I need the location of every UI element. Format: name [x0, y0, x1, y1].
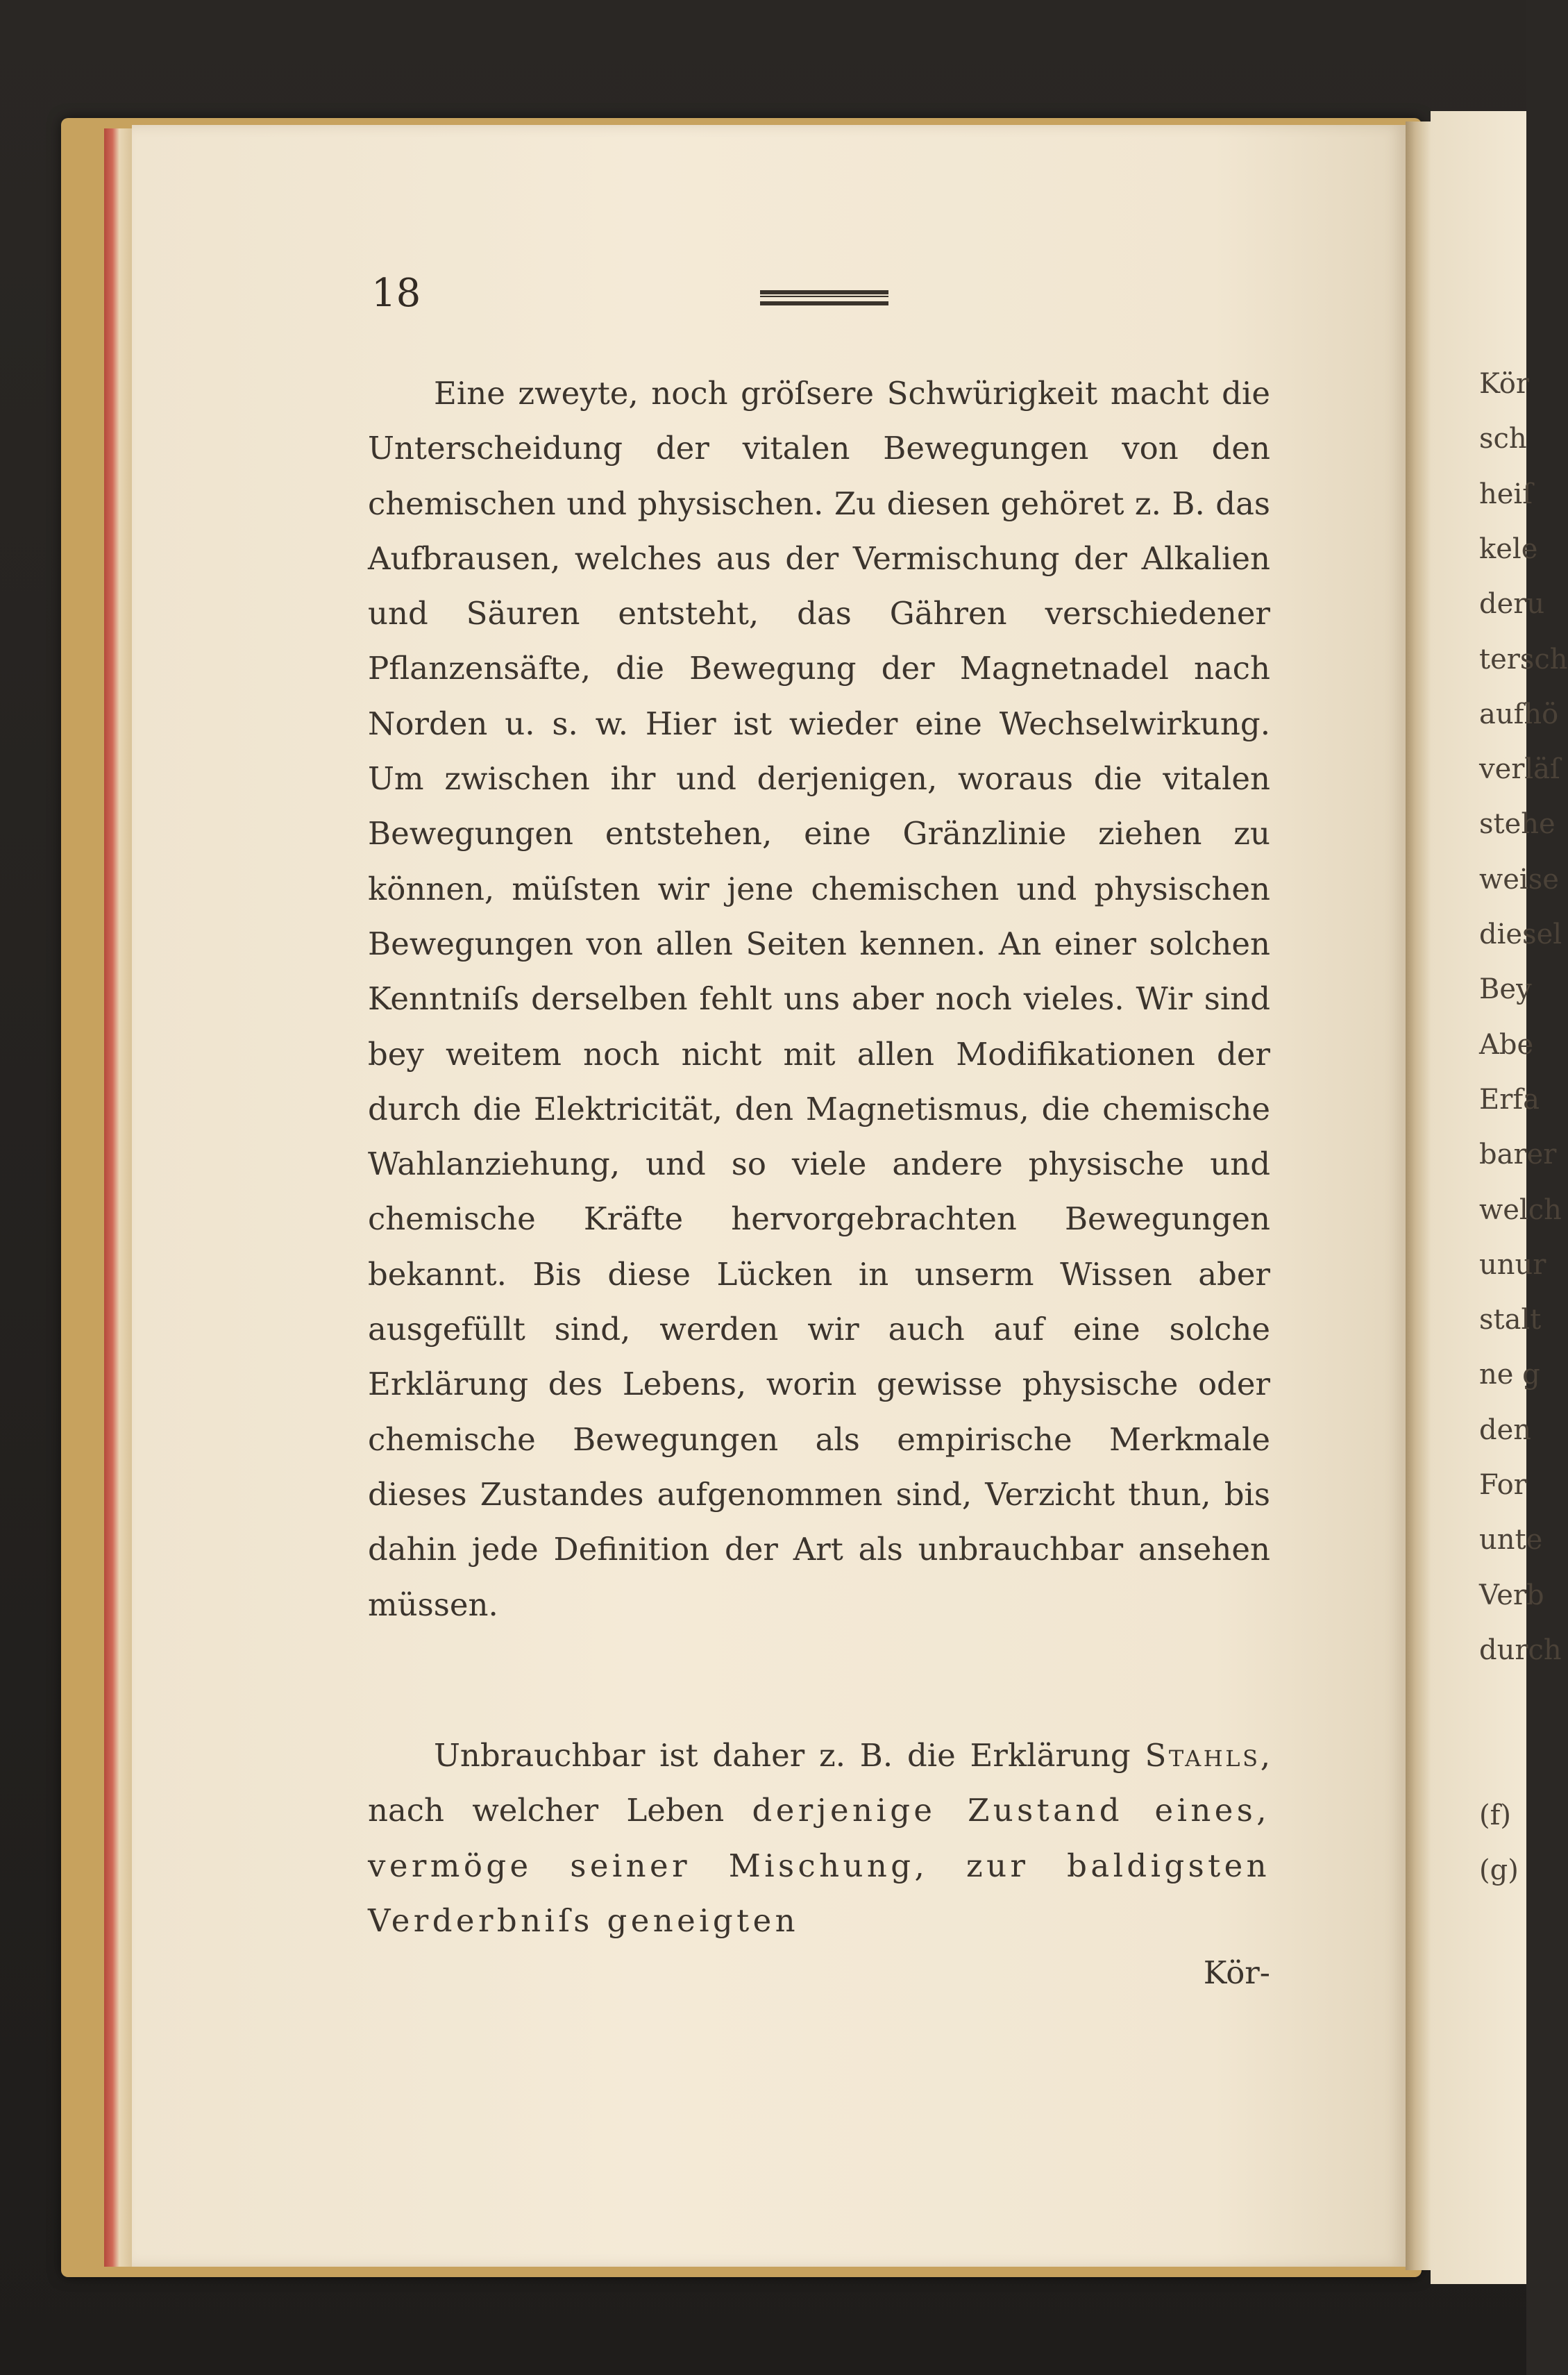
right-page-line: diesel [1479, 918, 1562, 950]
right-page-line: welch [1479, 1193, 1562, 1226]
right-page-line: den [1479, 1413, 1532, 1446]
paragraph-2 [368, 1728, 1270, 1948]
right-page-line: Erfa [1479, 1083, 1540, 1116]
right-page-line: (f) [1479, 1799, 1512, 1831]
paragraph-1: Eine zweyte, noch gröſsere Schwürigkeit macht die Unterscheidung der vitalen Bewegungen von den chemischen und physischen. Zu diesen gehöret z. B. das Aufbrausen, welches aus der Vermischung der Alkalien und Säuren entsteht, das Gähren verschiedener Pflanzensäfte, die Bewegung der Magnetnadel nach Norden u. s. w. Hier ist wieder eine Wechselwirkung. Um zwischen ihr und derjenigen, woraus die vitalen Bewegungen entstehen, eine Gränzlinie ziehen zu können, müſsten wir jene chemischen und physischen Bewegungen von allen Seiten kennen. An einer solchen Kenntniſs derselben fehlt uns aber noch vieles. Wir sind bey weitem noch nicht mit allen Modifikationen der durch die Elektricität, den Magnetismus, die chemische Wahlanziehung, und so viele andere physische und chemische Kräfte hervorgebrachten Bewegungen bekannt. Bis diese Lücken in unserm Wissen aber ausgefüllt sind, werden wir auch auf eine solche Erklärung des Lebens, worin gewisse physische oder chemische Bewegungen als empirische Merkmale dieses Zustandes aufgenommen sind, Verzicht thun, bis dahin jede Definition der Art als unbrauchbar ansehen müssen. [368, 375, 1270, 1623]
right-page-line: Abe [1479, 1028, 1534, 1061]
author-name: Stahls [1145, 1737, 1261, 1774]
page-edges [104, 128, 132, 2267]
right-page-line: weise [1479, 863, 1559, 896]
right-page-line: (g) [1479, 1854, 1519, 1887]
right-page-line: Verb [1479, 1579, 1544, 1611]
page-number: 18 [371, 271, 421, 316]
right-page-line: Bey [1479, 973, 1532, 1006]
right-page-fragment [1431, 111, 1568, 2284]
right-page-line: unte [1479, 1524, 1543, 1556]
right-page-line: aufhö [1479, 698, 1559, 730]
right-page-line: verläſ [1479, 753, 1560, 786]
right-page-line: stalt [1479, 1304, 1542, 1336]
right-page-line: kele [1479, 532, 1538, 565]
right-page-line: deru [1479, 588, 1545, 621]
right-page-line: barer [1479, 1139, 1557, 1171]
right-page-line: Kör [1479, 368, 1530, 400]
right-page-line: sch [1479, 423, 1527, 455]
paragraph-2-start: Unbrauchbar ist daher z. B. die Erklärung [434, 1737, 1131, 1774]
header-rule [760, 290, 888, 305]
book-gutter [1406, 121, 1431, 2270]
right-page-line: stehe [1479, 808, 1556, 841]
paragraph-2-spaced: derjenige Zustand eines, vermöge seiner Mischung, zur baldigsten Verderbniſs geneigten [368, 1792, 1270, 1939]
paragraph-2-middle: , nach welcher Leben [368, 1737, 1270, 1829]
right-page-line: heiſ [1479, 478, 1533, 510]
right-page-line: unur [1479, 1248, 1546, 1281]
right-page-line: ne g [1479, 1359, 1540, 1391]
right-page-line: tersch [1479, 643, 1568, 675]
right-page-line: durch [1479, 1634, 1562, 1666]
right-page-line: For [1479, 1469, 1527, 1501]
catchword: Kör- [1203, 1954, 1270, 1991]
